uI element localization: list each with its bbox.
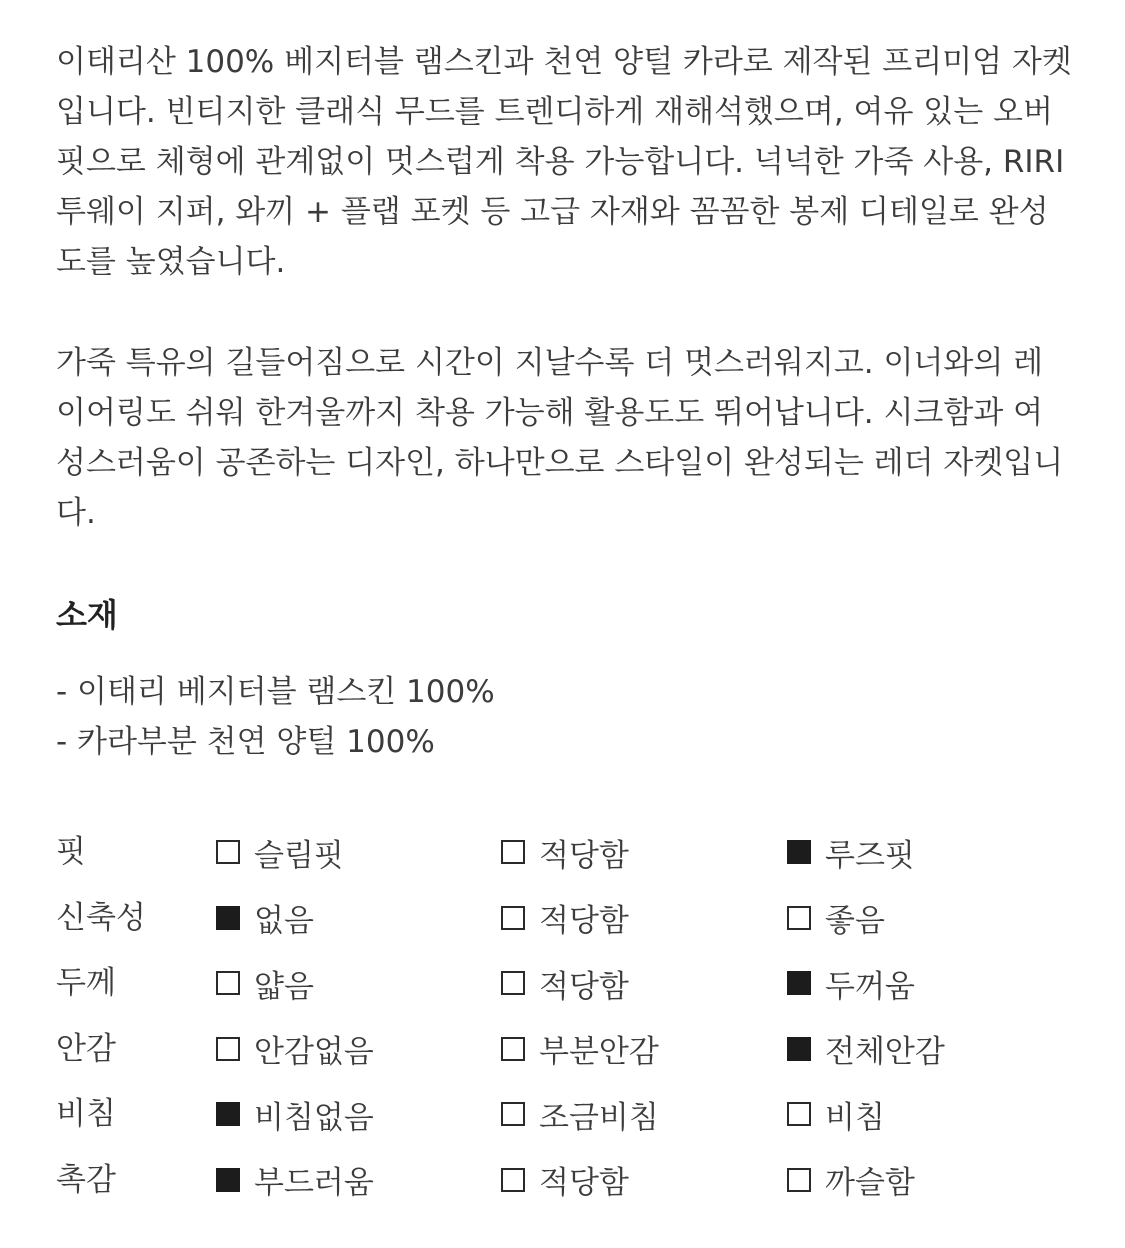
spec-option (216, 1094, 374, 1134)
checked-box-icon (216, 906, 240, 930)
spec-row (56, 820, 1076, 886)
spec-option-label: 두꺼움 (825, 968, 915, 1005)
checked-box-icon (787, 840, 811, 864)
empty-box-icon (501, 1037, 525, 1061)
empty-box-icon (216, 1037, 240, 1061)
spec-option (216, 832, 344, 872)
spec-option (216, 1160, 374, 1200)
spec-option-label: 슬림핏 (254, 837, 344, 874)
checked-box-icon (787, 1037, 811, 1061)
spec-option-label: 적당함 (539, 968, 629, 1005)
spec-option-label: 적당함 (539, 1165, 629, 1201)
empty-box-icon (501, 971, 525, 995)
empty-box-icon (501, 840, 525, 864)
spec-option-label: 까슬함 (825, 1165, 915, 1201)
spec-option-label: 부분안감 (539, 1034, 659, 1070)
material-item: - 이태리 베지터블 램스킨 100% (56, 674, 495, 710)
spec-option-label: 적당함 (539, 903, 629, 939)
empty-box-icon (787, 906, 811, 930)
paragraph-line: 다. (56, 495, 96, 531)
spec-row (56, 1082, 1076, 1148)
spec-option (501, 1160, 629, 1200)
checked-box-icon (787, 971, 811, 995)
spec-label: 촉감 (56, 1161, 116, 1198)
spec-option-label: 비침 (825, 1099, 885, 1136)
spec-row (56, 1017, 1076, 1083)
paragraph-line: 투웨이 지퍼, 와끼 + 플랩 포켓 등 고급 자재와 꼼꼼한 봉제 디테일로 완성 (56, 194, 1049, 230)
checked-box-icon (216, 1168, 240, 1192)
spec-option (787, 1094, 885, 1134)
checked-box-icon (216, 1102, 240, 1126)
spec-option-label: 비침없음 (254, 1099, 374, 1136)
paragraph-line: 성스러움이 공존하는 디자인, 하나만으로 스타일이 완성되는 레더 자켓입니 (56, 445, 1064, 481)
spec-option (501, 1094, 659, 1134)
empty-box-icon (501, 1168, 525, 1192)
spec-option (216, 963, 314, 1003)
spec-label: 두께 (56, 965, 116, 1001)
empty-box-icon (216, 840, 240, 864)
spec-option (787, 832, 915, 872)
spec-table (56, 820, 1076, 1213)
material-list (56, 667, 495, 767)
material-heading: 소재 (56, 596, 118, 634)
spec-option-label: 부드러움 (254, 1165, 374, 1201)
paragraph-line: 핏으로 체형에 관계없이 멋스럽게 착용 가능합니다. 넉넉한 가죽 사용, RIRI (56, 144, 1065, 180)
spec-option (787, 898, 885, 938)
spec-option (501, 898, 629, 938)
description-paragraph-1 (56, 37, 1076, 287)
spec-option-label: 루즈핏 (825, 837, 915, 874)
description-paragraph-2 (56, 338, 1076, 538)
spec-option (501, 963, 629, 1003)
paragraph-line: 입니다. 빈티지한 클래식 무드를 트렌디하게 재해석했으며, 여유 있는 오버 (56, 94, 1053, 130)
spec-label: 신축성 (56, 899, 146, 936)
spec-label: 핏 (56, 834, 86, 870)
spec-row (56, 951, 1076, 1017)
empty-box-icon (501, 1102, 525, 1126)
paragraph-line: 도를 높였습니다. (56, 244, 286, 280)
spec-label: 비침 (56, 1096, 116, 1132)
paragraph-line: 이태리산 100% 베지터블 램스킨과 천연 양털 카라로 제작된 프리미엄 자켓 (56, 44, 1072, 80)
spec-option-label: 안감없음 (254, 1034, 374, 1070)
paragraph-line: 가죽 특유의 길들어짐으로 시간이 지날수록 더 멋스러워지고. 이너와의 레 (56, 345, 1044, 381)
empty-box-icon (216, 971, 240, 995)
spec-option-label: 적당함 (539, 837, 629, 874)
material-item: - 카라부분 천연 양털 100% (56, 724, 435, 760)
spec-row (56, 886, 1076, 952)
spec-option-label: 얇음 (254, 968, 314, 1005)
empty-box-icon (787, 1168, 811, 1192)
spec-option (787, 1160, 915, 1200)
spec-option (787, 1029, 945, 1069)
spec-option (501, 832, 629, 872)
spec-option-label: 없음 (254, 903, 314, 939)
paragraph-line: 이어링도 쉬워 한겨울까지 착용 가능해 활용도도 뛰어납니다. 시크함과 여 (56, 395, 1044, 431)
spec-option (216, 1029, 374, 1069)
spec-option (501, 1029, 659, 1069)
spec-option (216, 898, 314, 938)
empty-box-icon (787, 1102, 811, 1126)
spec-option-label: 조금비침 (539, 1099, 659, 1136)
spec-option-label: 좋음 (825, 903, 885, 939)
spec-option-label: 전체안감 (825, 1034, 945, 1070)
empty-box-icon (501, 906, 525, 930)
spec-row (56, 1148, 1076, 1214)
spec-option (787, 963, 915, 1003)
spec-label: 안감 (56, 1030, 116, 1067)
